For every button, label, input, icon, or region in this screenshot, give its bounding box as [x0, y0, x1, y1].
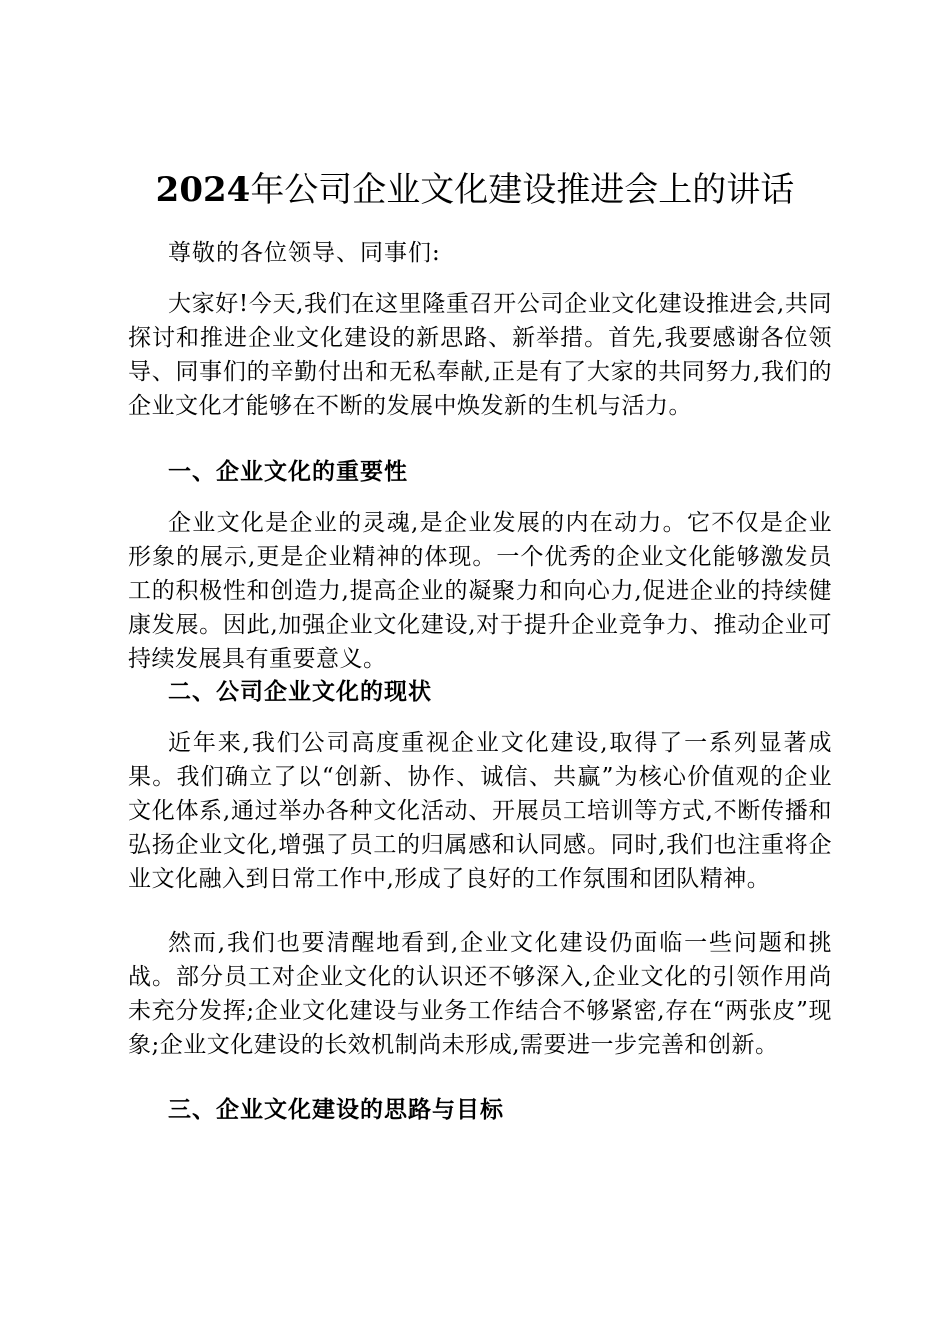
title-text: 年公司企业文化建设推进会上的讲话 — [250, 170, 795, 210]
salutation: 尊敬的各位领导、同事们: — [168, 240, 441, 266]
section-heading-importance: 一、企业文化的重要性 — [168, 459, 408, 485]
title-year: 2024 — [155, 170, 251, 210]
paragraph-importance: 企业文化是企业的灵魂,是企业发展的内在动力。它不仅是企业形象的展示,更是企业精神的体现。一个优秀的企业文化能够激发员工的积极性和创造力,提高企业的凝聚力和向心力,促进企业的持续健康发展。因此,加强企业文化建设,对于提升企业竞争力、推动企业可持续发展具有重要意义。 — [128, 510, 832, 672]
paragraph-status: 近年来,我们公司高度重视企业文化建设,取得了一系列显著成果。我们确立了以“创新、协作、诚信、共赢”为核心价值观的企业文化体系,通过举办各种文化活动、开展员工培训等方式,不断传播和弘扬企业文化,增强了员工的归属感和认同感。同时,我们也注重将企业文化融入到日常工作中,形成了良好的工作氛围和团队精神。 — [128, 730, 832, 892]
paragraph-challenges: 然而,我们也要清醒地看到,企业文化建设仍面临一些问题和挑战。部分员工对企业文化的认识还不够深入,企业文化的引领作用尚未充分发挥;企业文化建设与业务工作结合不够紧密,存在“两张皮”现象;企业文化建设的长效机制尚未形成,需要进一步完善和创新。 — [128, 930, 832, 1058]
section-heading-status: 二、公司企业文化的现状 — [168, 679, 432, 705]
section-heading-goals: 三、企业文化建设的思路与目标 — [168, 1097, 504, 1123]
document-title — [0, 166, 950, 214]
paragraph-greeting: 大家好!今天,我们在这里隆重召开公司企业文化建设推进会,共同探讨和推进企业文化建设的新思路、新举措。首先,我要感谢各位领导、同事们的辛勤付出和无私奉献,正是有了大家的共同努力,我们的企业文化才能够在不断的发展中焕发新的生机与活力。 — [128, 291, 832, 419]
